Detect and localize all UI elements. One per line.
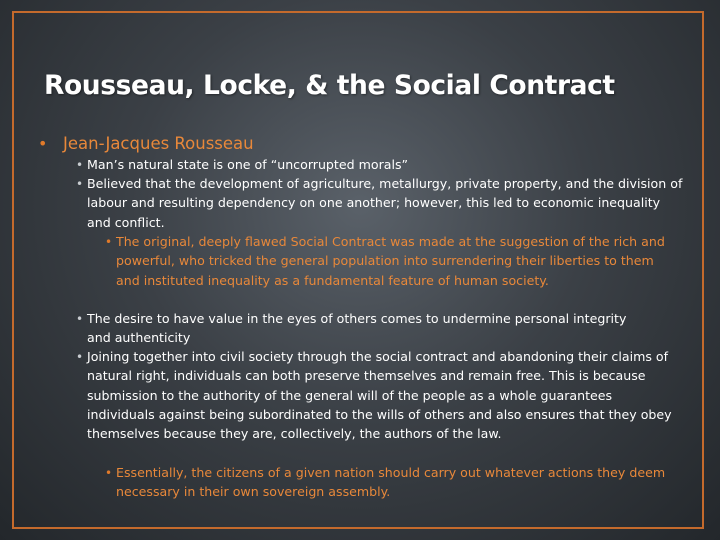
heading-rousseau: Jean-Jacques Rousseau [63,134,254,153]
bullet-icon: • [105,466,113,480]
point-civil-society: Joining together into civil society through the social contract and abandoning their claims of natural right, individuals can both preserve themselves and remain free. This is because submission to the authority of the general will of the people as a whole guarantees individuals against being subordinated to the wills of others and also ensures that they obey themselves because they are, collectively, the authors of the law. [87,349,672,442]
point-desire-value: The desire to have value in the eyes of others comes to undermine personal integrity and authenticity [87,311,627,346]
bullet-icon: • [76,177,84,191]
slide-title: Rousseau, Locke, & the Social Contract [44,70,615,101]
point-development: Believed that the development of agriculture, metallurgy, private property, and the division of labour and resulting dependency on one another; however, this led to economic inequality and conflict. [87,176,683,230]
bullet-icon: • [105,235,113,249]
bullet-icon: • [76,158,84,172]
point-natural-state: Man’s natural state is one of “uncorrupted morals” [87,157,409,172]
point-flawed-contract: The original, deeply flawed Social Contract was made at the suggestion of the rich and powerful, who tricked the general population into surrendering their liberties to them and instituted inequality as a fundamental feature of human society. [116,234,665,288]
bullet-icon: • [76,312,84,326]
point-sovereign-assembly: Essentially, the citizens of a given nation should carry out whatever actions they deem necessary in their own sovereign assembly. [116,465,666,500]
bullet-icon: • [38,134,48,153]
bullet-icon: • [76,350,84,364]
